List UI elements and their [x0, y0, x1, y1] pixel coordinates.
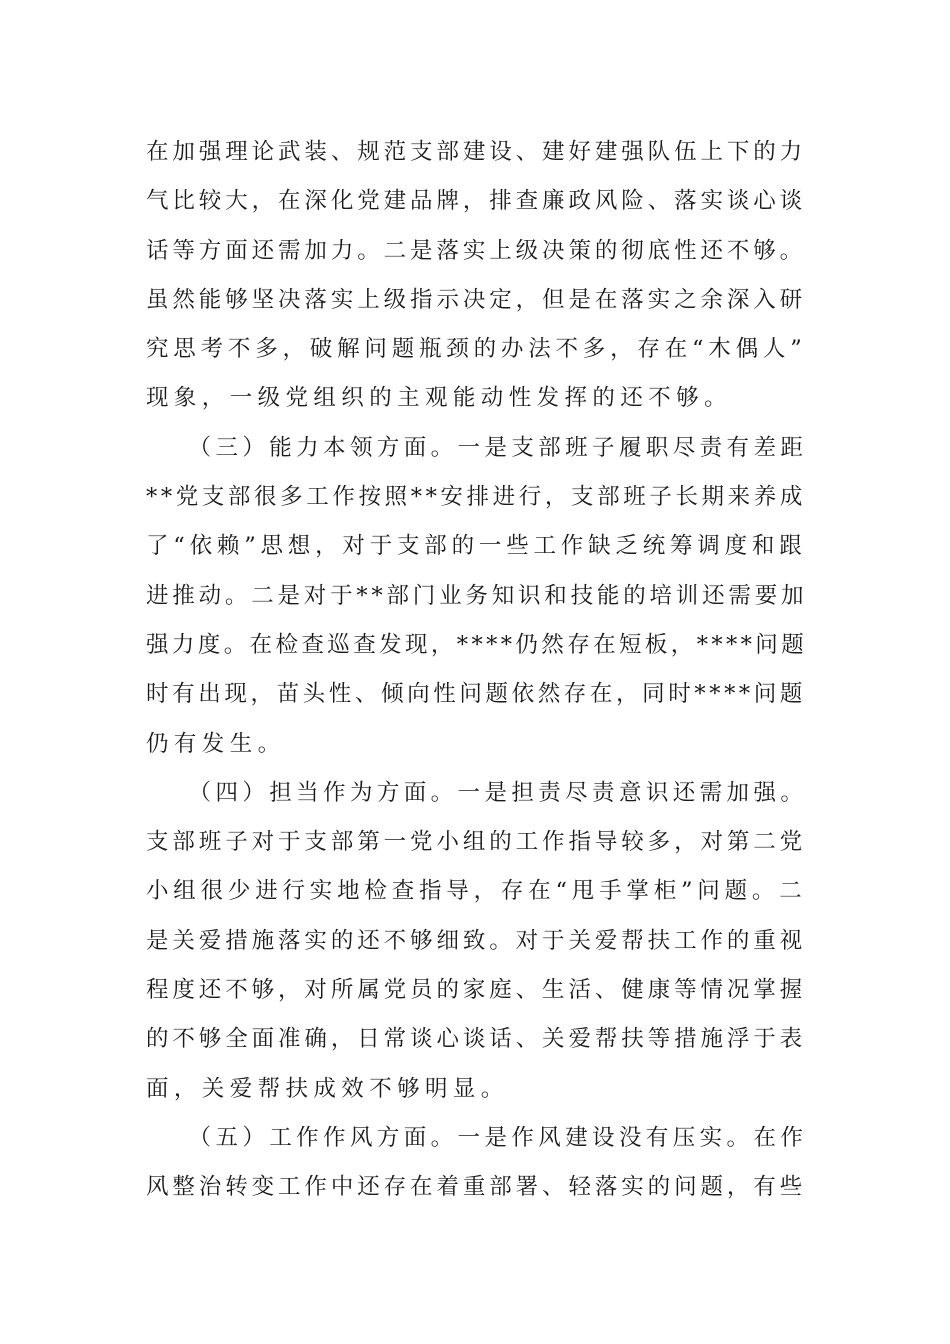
text-line: 时有出现，苗头性、倾向性问题依然存在，同时****问题 [146, 681, 806, 708]
text-line: 支部班子对于支部第一党小组的工作指导较多，对第二党 [146, 829, 806, 856]
text-line: 虽然能够坚决落实上级指示决定，但是在落实之余深入研 [146, 286, 806, 313]
text-line: 程度还不够，对所属党员的家庭、生活、健康等情况掌握 [146, 977, 806, 1004]
text-line: 话等方面还需加力。二是落实上级决策的彻底性还不够。 [146, 237, 806, 264]
text-line: 现象，一级党组织的主观能动性发挥的还不够。 [146, 385, 732, 412]
text-line: 的不够全面准确，日常谈心谈话、关爱帮扶等措施浮于表 [146, 1026, 806, 1053]
section-heading-line: （四）担当作为方面。一是担责尽责意识还需加强。 [146, 779, 808, 806]
text-line: 面，关爱帮扶成效不够明显。 [146, 1075, 509, 1102]
text-line: 风整治转变工作中还存在着重部署、轻落实的问题，有些 [146, 1174, 806, 1201]
text-line: 小组很少进行实地检查指导，存在“甩手掌柜”问题。二 [146, 878, 807, 905]
text-line: 了“依赖”思想，对于支部的一些工作缺乏统筹调度和跟 [146, 533, 807, 560]
text-line: 在加强理论武装、规范支部建设、建好建强队伍上下的力 [146, 139, 806, 165]
section-heading-line: （五）工作作风方面。一是作风建设没有压实。在作 [146, 1124, 808, 1151]
text-line: **党支部很多工作按照**安排进行，支部班子长期来养成 [146, 484, 806, 511]
section-heading-line: （三）能力本领方面。一是支部班子履职尽责有差距 [146, 434, 808, 461]
text-line: 是关爱措施落实的还不够细致。对于关爱帮扶工作的重视 [146, 927, 806, 954]
text-line: 气比较大，在深化党建品牌，排查廉政风险、落实谈心谈 [146, 188, 806, 215]
text-line: 进推动。二是对于**部门业务知识和技能的培训还需要加 [146, 582, 808, 609]
text-line: 仍有发生。 [146, 730, 286, 757]
text-line: 究思考不多，破解问题瓶颈的办法不多，存在“木偶人” [146, 336, 807, 363]
document-body [146, 128, 806, 1213]
text-line: 强力度。在检查巡查发现，****仍然存在短板，****问题 [146, 631, 808, 658]
